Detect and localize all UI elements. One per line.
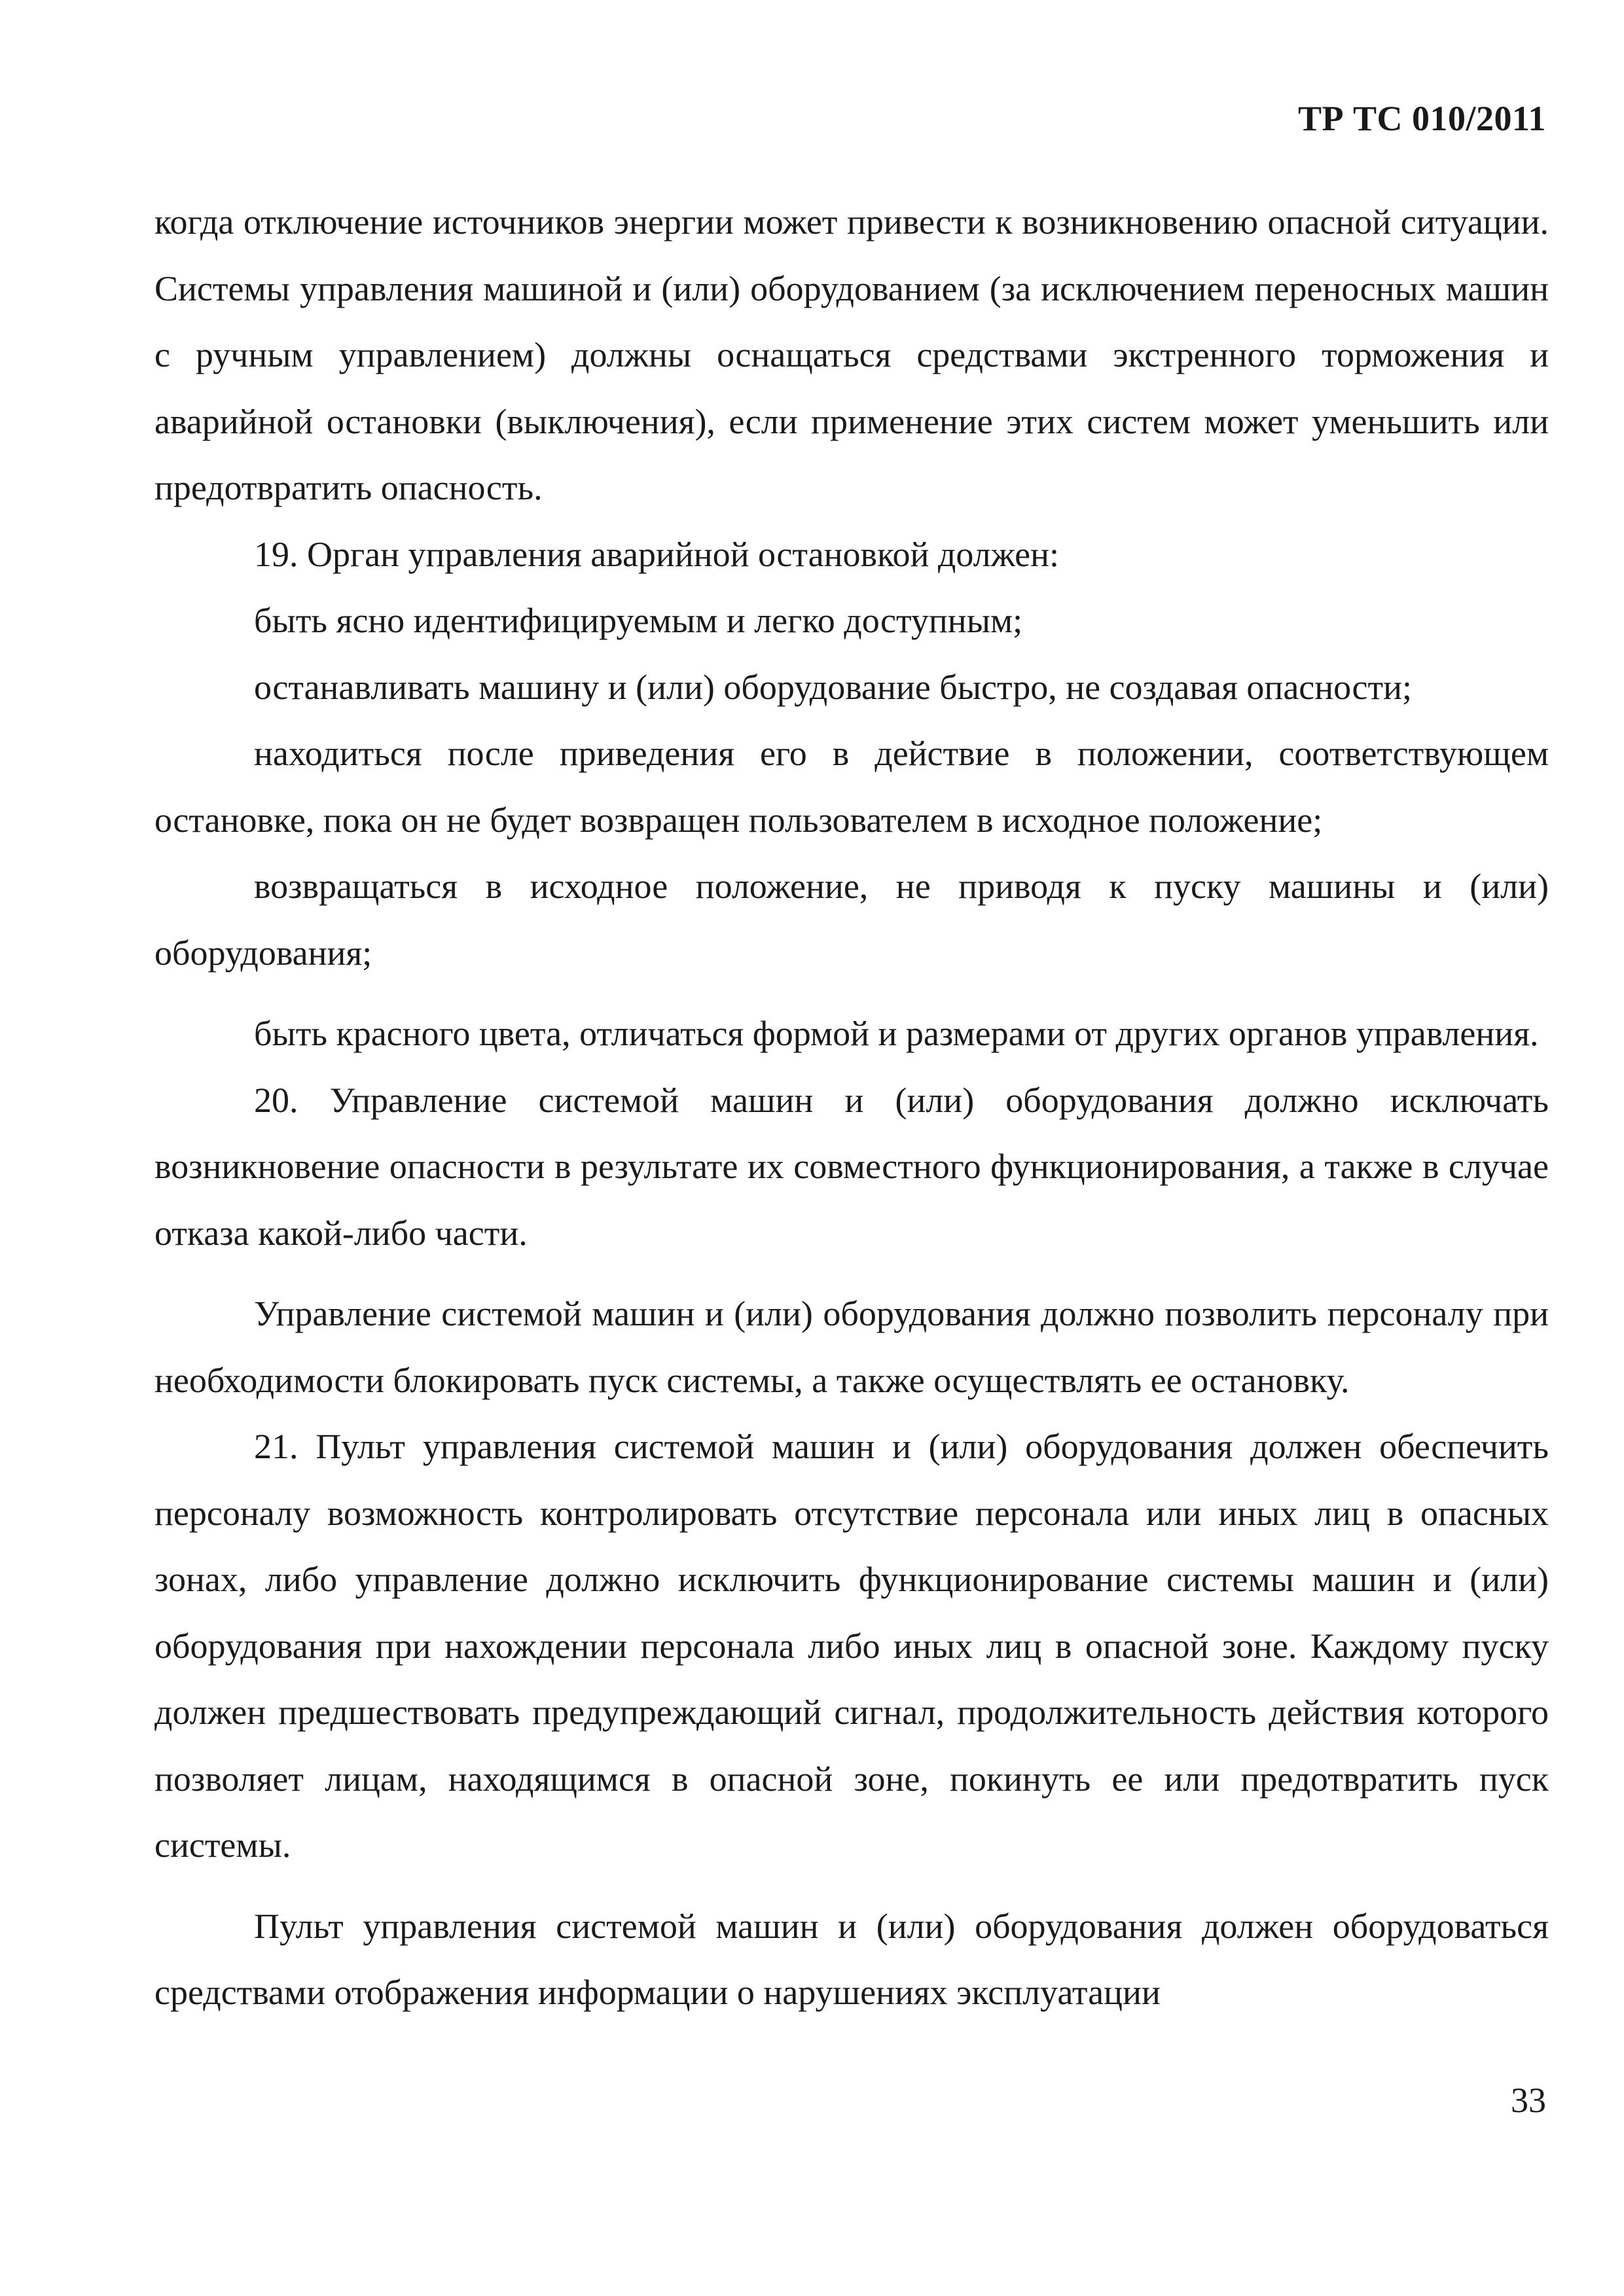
- paragraph-item-21: 21. Пульт управления системой машин и (или) оборудования должен обеспечить персоналу возможность контролировать отсутствие персонала или иных лиц в опасных зонах, либо управление должно исключить функционирование системы машин и (или) оборудования при нахождении персонала либо иных лиц в опасной зоне. Каждому пуску должен предшествовать предупреждающий сигнал, продолжительность действия которого позволяет лицам, находящимся в опасной зоне, покинуть ее или предотвратить пуск системы.: [154, 1427, 1549, 1865]
- document-body: [154, 189, 1549, 2026]
- paragraph-requirement-identifiable: быть ясно идентифицируемым и легко доступным;: [254, 601, 1023, 640]
- paragraph-item-19: 19. Орган управления аварийной остановкой должен:: [254, 534, 1060, 574]
- paragraph-requirement-return: возвращаться в исходное положение, не приводя к пуску машины и (или) оборудования;: [154, 867, 1549, 973]
- paragraph-continuation: когда отключение источников энергии может привести к возникновению опасной ситуации. Системы управления машиной и (или) оборудованием (за исключением переносных машин с ручным управлением) должны оснащаться средствами экстренного торможения и аварийной остановки (выключения), если применение этих систем может уменьшить или предотвратить опасность.: [154, 202, 1549, 507]
- page-number: 33: [1511, 2081, 1546, 2120]
- paragraph-requirement-stop-quickly: останавливать машину и (или) оборудование быстро, не создавая опасности;: [254, 667, 1412, 707]
- paragraph-control-panel: Пульт управления системой машин и (или) оборудования должен оборудоваться средствами отображения информации о нарушениях эксплуатации: [154, 1906, 1549, 2012]
- document-code-header: ТР ТС 010/2011: [1297, 99, 1546, 138]
- paragraph-requirement-red-color: быть красного цвета, отличаться формой и размерами от других органов управления.: [254, 1014, 1539, 1053]
- paragraph-item-20: 20. Управление системой машин и (или) оборудования должно исключать возникновение опасности в результате их совместного функционирования, а также в случае отказа какой-либо части.: [154, 1080, 1549, 1253]
- paragraph-system-control: Управление системой машин и (или) оборудования должно позволить персоналу при необходимости блокировать пуск системы, а также осуществлять ее остановку.: [154, 1294, 1549, 1400]
- paragraph-requirement-position: находиться после приведения его в действие в положении, соответствующем остановке, пока он не будет возвращен пользователем в исходное положение;: [154, 734, 1549, 840]
